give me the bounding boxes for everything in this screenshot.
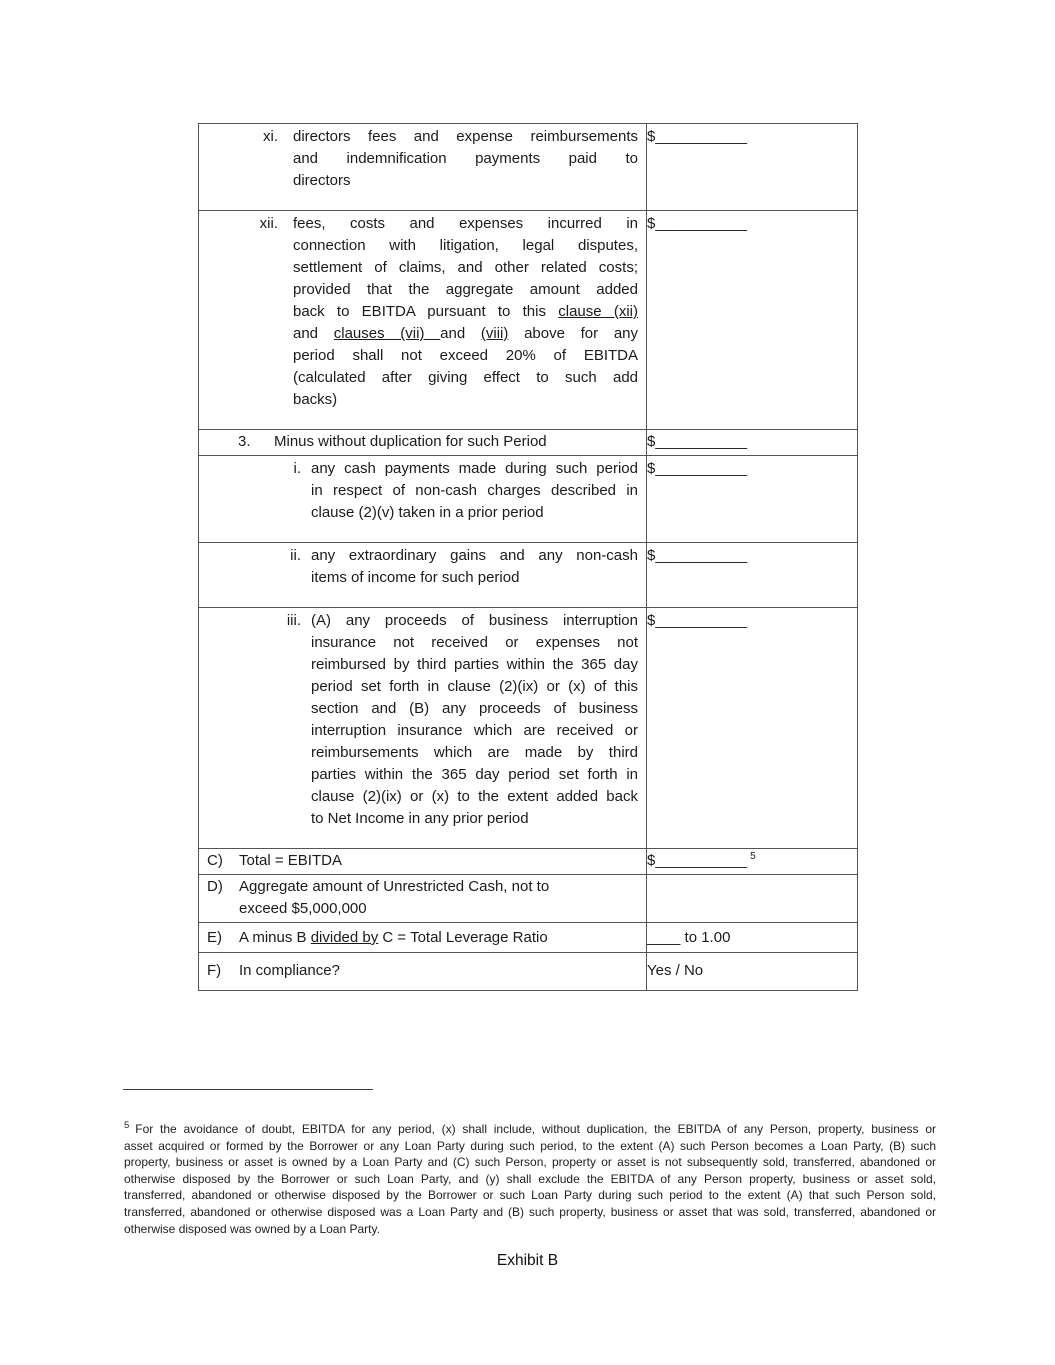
text-segment: settlement of claims, and other related costs; — [293, 259, 638, 276]
description-line — [311, 458, 638, 480]
underlined-text-segment: clauses (vii) — [333, 325, 441, 342]
description-line — [239, 960, 640, 982]
row-label-layout — [199, 960, 646, 982]
footnote-line — [124, 1187, 936, 1204]
row-value-cell — [647, 849, 858, 875]
footnote-line-text: otherwise disposed was owned by a Loan Party. — [124, 1221, 380, 1236]
text-segment: back to EBITDA pursuant to this — [293, 303, 559, 320]
table-row-f — [199, 953, 858, 991]
row-label-layout — [199, 876, 646, 920]
text-segment: reimbursements which are made by third — [311, 744, 638, 761]
text-segment: Minus without duplication for such Period — [274, 433, 547, 450]
description-line — [311, 545, 638, 567]
text-segment: C = Total Leverage Ratio — [378, 929, 548, 946]
text-segment: above for any — [508, 325, 639, 342]
row-description — [239, 927, 640, 949]
row-label-cell — [199, 849, 647, 875]
fill-in-blank-value: $___________ — [647, 128, 748, 145]
description-line — [311, 502, 638, 524]
table-row-ii — [199, 543, 858, 608]
text-segment: backs) — [293, 391, 338, 408]
row-value-cell — [647, 923, 858, 953]
fill-in-blank-value: $___________ — [647, 547, 748, 564]
text-segment: insurance not received or expenses not — [311, 634, 638, 651]
text-segment: In compliance? — [239, 962, 340, 979]
text-segment: (calculated after giving effect to such add — [293, 369, 638, 386]
row-number: i. — [293, 460, 301, 477]
row-label-cell — [199, 953, 647, 991]
row-description — [301, 610, 638, 830]
fill-in-blank-value: $___________ — [647, 460, 748, 477]
text-segment: provided that the aggregate amount added — [293, 281, 638, 298]
description-line — [274, 431, 638, 453]
description-line — [239, 850, 640, 872]
row-number: C) — [207, 852, 223, 869]
description-line — [311, 764, 638, 786]
footnote-line — [124, 1138, 936, 1155]
description-line — [311, 808, 638, 830]
row-label-cell — [199, 608, 647, 849]
text-segment: reimbursed by third parties within the 365 day — [311, 656, 638, 673]
row-value-cell — [647, 608, 858, 849]
row-value-cell — [647, 875, 858, 923]
row-description — [239, 876, 640, 920]
text-segment: items of income for such period — [311, 569, 520, 586]
row-value-cell — [647, 211, 858, 430]
row-description — [274, 431, 638, 453]
footnote-line-text: asset acquired or formed by the Borrower or any Loan Party during such period, to the extent (A) such Person becomes a Loan Party, (B) such — [124, 1138, 936, 1153]
table-row-e — [199, 923, 858, 953]
description-line — [293, 301, 638, 323]
row-label-cell — [199, 923, 647, 953]
row-number: xii. — [259, 215, 278, 232]
row-label-layout — [199, 610, 646, 830]
description-line — [293, 367, 638, 389]
text-segment: exceed $5,000,000 — [239, 900, 367, 917]
text-segment: period set forth in clause (2)(ix) or (x) of this — [311, 678, 638, 695]
row-label-layout — [199, 545, 646, 589]
description-line — [311, 720, 638, 742]
text-segment: and indemnification payments paid to — [293, 150, 638, 167]
row-value-cell — [647, 953, 858, 991]
description-line — [311, 610, 638, 632]
row-label-cell — [199, 211, 647, 430]
row-description — [301, 458, 638, 524]
table-row-xii — [199, 211, 858, 430]
table-body — [199, 124, 858, 991]
row-description — [278, 213, 638, 411]
row-number: F) — [207, 962, 222, 979]
footnote-text — [124, 1121, 936, 1237]
text-segment: any cash payments made during such period — [311, 460, 638, 477]
row-description — [239, 960, 640, 982]
text-segment: in respect of non-cash charges described in — [311, 482, 638, 499]
table-row-d — [199, 875, 858, 923]
text-segment: period shall not exceed 20% of EBITDA — [293, 347, 638, 364]
row-label-layout — [199, 850, 646, 872]
description-line — [239, 927, 640, 949]
fill-in-blank-value: Yes / No — [647, 962, 704, 979]
text-segment: fees, costs and expenses incurred in — [293, 215, 638, 232]
text-segment: clause (2)(ix) or (x) to the extent added back — [311, 788, 638, 805]
footnote-line-text: property, business or asset is owned by a Loan Party and (C) such Person, property or asset is not subsequently sold, transferred, abandoned or — [124, 1155, 936, 1170]
text-segment: Total = EBITDA — [239, 852, 342, 869]
row-description — [239, 850, 640, 872]
row-label-cell — [199, 456, 647, 543]
underlined-text-segment: divided by — [310, 929, 379, 946]
row-label-layout — [199, 126, 646, 192]
description-line — [239, 876, 640, 898]
description-line — [311, 742, 638, 764]
row-number: D) — [207, 878, 223, 895]
row-label-cell — [199, 543, 647, 608]
description-line — [293, 170, 638, 192]
text-segment: Aggregate amount of Unrestricted Cash, not to — [239, 878, 550, 895]
description-line — [311, 632, 638, 654]
row-description — [278, 126, 638, 192]
text-segment: section and (B) any proceeds of business — [311, 700, 638, 717]
text-segment: parties within the 365 day period set forth in — [311, 766, 638, 783]
footnote-line-text: For the avoidance of doubt, EBITDA for any period, (x) shall include, without duplication, the EBITDA of any Person, property, business or — [135, 1122, 936, 1136]
text-segment: A minus B — [239, 929, 311, 946]
description-line — [311, 676, 638, 698]
fill-in-blank-value: $___________ — [647, 215, 748, 232]
table-row-3 — [199, 430, 858, 456]
row-label-layout — [199, 458, 646, 524]
text-segment: connection with litigation, legal disputes, — [293, 237, 638, 254]
text-segment: directors fees and expense reimbursements — [293, 128, 638, 145]
description-line — [293, 213, 638, 235]
fill-in-blank-value: $___________ — [647, 852, 748, 869]
description-line — [293, 148, 638, 170]
description-line — [293, 257, 638, 279]
description-line — [311, 654, 638, 676]
footnote-separator-rule — [123, 1089, 373, 1090]
row-label-cell — [199, 430, 647, 456]
row-value-cell — [647, 456, 858, 543]
row-number: ii. — [290, 547, 301, 564]
description-line — [239, 898, 640, 920]
underlined-text-segment: (viii) — [480, 325, 509, 342]
description-line — [293, 235, 638, 257]
table-row-c — [199, 849, 858, 875]
row-description — [301, 545, 638, 589]
row-number: iii. — [286, 612, 301, 629]
row-value-cell — [647, 430, 858, 456]
footnote-line-text: transferred, abandoned or otherwise disposed was a Loan Party and (B) such property, business or asset that was sold, transferred, abandoned or — [124, 1204, 936, 1219]
footnote-line-text: otherwise disposed by the Borrower or such Loan Party, and (y) shall exclude the EBITDA of any Person property, business or asset sold, — [124, 1171, 936, 1186]
text-segment: clause (2)(v) taken in a prior period — [311, 504, 544, 521]
text-segment: and — [293, 325, 334, 342]
underlined-text-segment: clause (xii) — [558, 303, 638, 320]
footnote-reference: 5 — [750, 851, 756, 862]
table-row-iii — [199, 608, 858, 849]
text-segment: (A) any proceeds of business interruption — [311, 612, 638, 629]
description-line — [311, 567, 638, 589]
description-line — [293, 323, 638, 345]
ebitda-compliance-table — [198, 123, 858, 991]
row-number: 3. — [238, 433, 251, 450]
row-value-cell — [647, 543, 858, 608]
description-line — [293, 126, 638, 148]
text-segment: interruption insurance which are received or — [311, 722, 638, 739]
fill-in-blank-value: $___________ — [647, 612, 748, 629]
description-line — [311, 786, 638, 808]
footnote-line-text: transferred, abandoned or otherwise disposed by the Borrower or such Loan Party during such period to the extent (A) that such Person sold, — [124, 1188, 936, 1203]
row-number: xi. — [263, 128, 278, 145]
text-segment: to Net Income in any prior period — [311, 810, 529, 827]
text-segment: any extraordinary gains and any non-cash — [311, 547, 638, 564]
row-label-layout — [199, 431, 646, 453]
exhibit-label: Exhibit B — [496, 1252, 559, 1269]
row-label-layout — [199, 213, 646, 411]
footnote-line — [124, 1221, 936, 1238]
footnote-line — [124, 1121, 936, 1138]
footnote-line — [124, 1171, 936, 1188]
fill-in-blank-value: $___________ — [647, 433, 748, 450]
footnote-marker: 5 — [124, 1120, 130, 1131]
table-row-i — [199, 456, 858, 543]
text-segment: and — [440, 325, 481, 342]
footnote-line — [124, 1204, 936, 1221]
fill-in-blank-value: ____ to 1.00 — [647, 929, 731, 946]
table-row-xi — [199, 124, 858, 211]
row-label-cell — [199, 875, 647, 923]
row-label-layout — [199, 927, 646, 949]
description-line — [293, 345, 638, 367]
row-label-cell — [199, 124, 647, 211]
description-line — [293, 279, 638, 301]
row-value-cell — [647, 124, 858, 211]
text-segment: directors — [293, 172, 351, 189]
description-line — [311, 480, 638, 502]
description-line — [293, 389, 638, 411]
footnote-line — [124, 1154, 936, 1171]
row-number: E) — [207, 929, 222, 946]
description-line — [311, 698, 638, 720]
